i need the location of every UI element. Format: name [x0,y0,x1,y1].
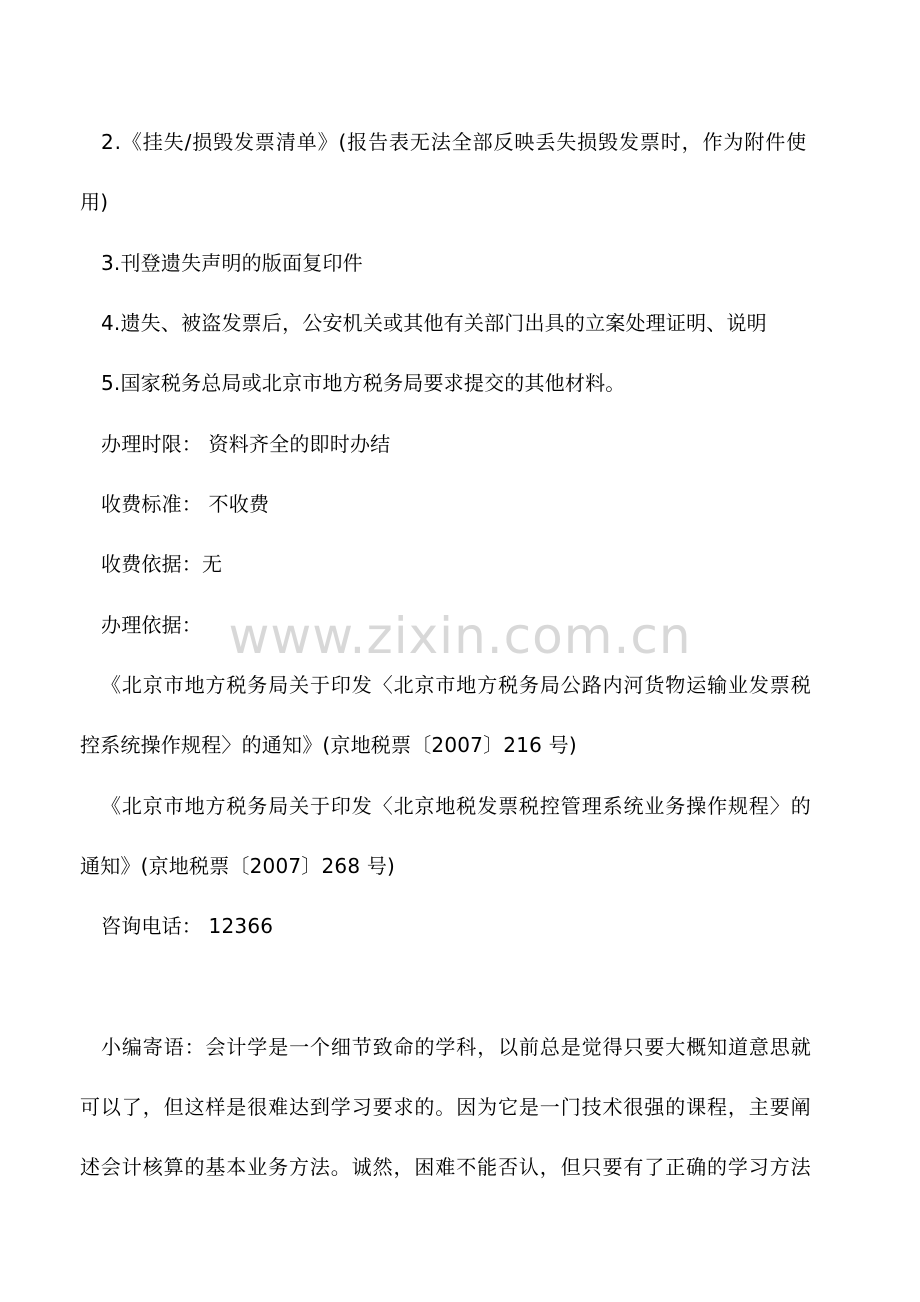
basis-document-2: 《北京市地方税务局关于印发〈北京地税发票税控管理系统业务操作规程〉的 [101,794,812,818]
fee-standard-line: 收费标准： 不收费 [101,492,270,516]
editor-note-line-2: 可以了，但这样是很难达到学习要求的。因为它是一门技术很强的课程，主要阐 [80,1095,812,1119]
list-item-5: 5.国家税务总局或北京市地方税务局要求提交的其他材料。 [101,371,626,395]
list-item-2: 2.《挂失/损毁发票清单》(报告表无法全部反映丢失损毁发票时，作为附件使 [101,130,808,154]
processing-basis-heading: 办理依据： [101,613,202,637]
basis-document-1: 《北京市地方税务局关于印发〈北京市地方税务局公路内河货物运输业发票税 [101,673,812,697]
list-item-4: 4.遗失、被盗发票后，公安机关或其他有关部门出具的立案处理证明、说明 [101,311,767,335]
list-item-2-continuation: 用) [80,190,109,214]
basis-document-1-continuation: 控系统操作规程〉的通知》(京地税票〔2007〕216 号) [80,733,577,757]
list-item-3: 3.刊登遗失声明的版面复印件 [101,251,363,275]
editor-note-line-3: 述会计核算的基本业务方法。诚然，困难不能否认，但只要有了正确的学习方法 [80,1155,812,1179]
basis-document-2-continuation: 通知》(京地税票〔2007〕268 号) [80,854,396,878]
editor-note-line-1: 小编寄语：会计学是一个细节致命的学科，以前总是觉得只要大概知道意思就 [101,1035,812,1059]
processing-time-line: 办理时限： 资料齐全的即时办结 [101,432,391,456]
consultation-phone-line: 咨询电话： 12366 [101,914,274,938]
fee-basis-line: 收费依据：无 [101,552,223,576]
watermark: www.zixin.com.cn [228,607,692,665]
